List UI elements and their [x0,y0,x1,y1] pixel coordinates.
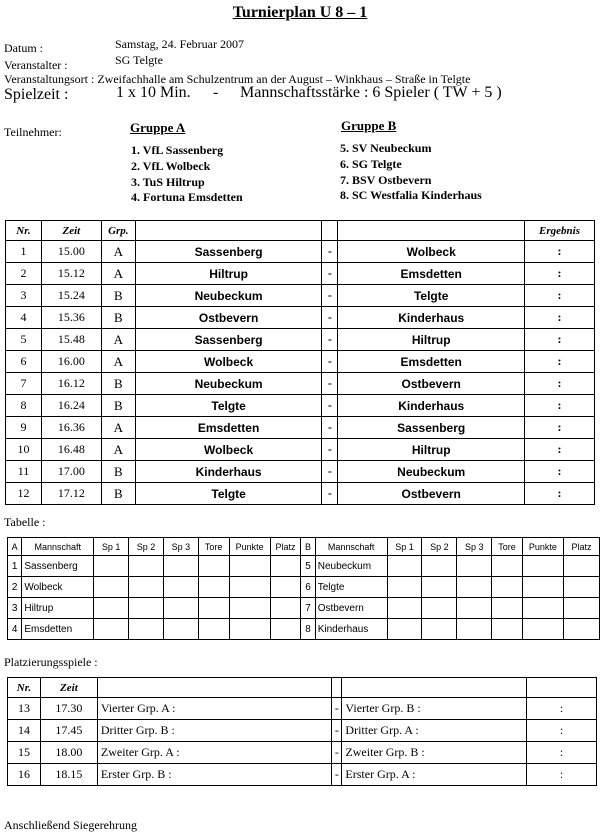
team-number: 4 [8,619,22,640]
match-separator: - [322,263,338,285]
mannschaftsstaerke: Mannschaftsstärke : 6 Spieler ( TW + 5 ) [240,84,502,101]
match-result: : [525,329,595,351]
home-team: Sassenberg [135,329,322,351]
standings-cell [229,556,270,577]
match-time: 16.00 [41,351,101,373]
gruppe-a-team: 4. Fortuna Emsdetten [131,190,243,204]
placement-row [8,742,597,764]
team-name: Wolbeck [22,577,94,598]
match-group: A [101,439,135,461]
placement-time: 17.45 [40,720,97,742]
match-separator: - [322,307,338,329]
nr-header: Nr. [6,221,42,241]
standings-cell [422,577,457,598]
match-row [6,461,595,483]
veranstalter-label: Veranstalter : [4,58,68,72]
standings-header-a: A [8,538,22,556]
standings-header-b: Sp 3 [457,538,492,556]
match-nr: 5 [6,329,42,351]
team-number: 2 [8,577,22,598]
match-result: : [525,373,595,395]
placement-row [8,698,597,720]
team-number: 1 [8,556,22,577]
match-separator: - [322,439,338,461]
standings-cell [522,598,563,619]
match-row [6,351,595,373]
placement-result: : [527,698,597,720]
ergebnis-header: Ergebnis [525,221,595,241]
away-header [338,221,525,241]
match-time: 15.24 [41,285,101,307]
match-row [6,285,595,307]
away-team: Neubeckum [338,461,525,483]
footer-note: Anschließend Siegerehrung [4,818,137,832]
veranstalter-value: SG Telgte [115,53,163,67]
gruppe-a-team: 1. VfL Sassenberg [131,143,224,157]
match-time: 16.48 [41,439,101,461]
match-group: A [101,241,135,263]
match-result: : [525,351,595,373]
datum-label: Datum : [4,41,43,55]
team-name: Hiltrup [22,598,94,619]
standings-cell [270,598,301,619]
standings-header-b: B [301,538,315,556]
standings-cell [198,556,229,577]
placement-separator: - [332,698,342,720]
standings-header-a: Mannschaft [22,538,94,556]
match-separator: - [322,417,338,439]
standings-cell [163,556,198,577]
standings-cell [457,577,492,598]
datum-value: Samstag, 24. Februar 2007 [115,37,244,51]
grp-header: Grp. [101,221,135,241]
match-nr: 11 [6,461,42,483]
standings-cell [163,619,198,640]
team-name: Kinderhaus [315,619,387,640]
match-time: 17.12 [41,483,101,505]
match-result: : [525,395,595,417]
home-team: Neubeckum [135,285,322,307]
team-number: 7 [301,598,315,619]
match-time: 16.36 [41,417,101,439]
spielzeit-value: 1 x 10 Min. [116,84,191,101]
match-group: B [101,307,135,329]
match-separator: - [322,483,338,505]
match-nr: 7 [6,373,42,395]
standings-header-a: Sp 1 [94,538,129,556]
standings-cell [198,577,229,598]
match-nr: 9 [6,417,42,439]
standings-cell [522,577,563,598]
team-number: 6 [301,577,315,598]
match-result: : [525,417,595,439]
placement-separator: - [332,764,342,786]
match-time: 15.36 [41,307,101,329]
home-header [135,221,322,241]
standings-cell [270,556,301,577]
match-time: 17.00 [41,461,101,483]
match-group: A [101,351,135,373]
match-group: A [101,263,135,285]
team-number: 8 [301,619,315,640]
placement-nr: 15 [8,742,41,764]
match-time: 15.00 [41,241,101,263]
gruppe-b-team: 7. BSV Ostbevern [340,173,432,187]
placement-nr: 16 [8,764,41,786]
placement-nr: 14 [8,720,41,742]
standings-cell [457,619,492,640]
placement-row [8,764,597,786]
standings-cell [270,619,301,640]
standings-cell [387,577,422,598]
standings-cell [492,556,523,577]
ort-value: Zweifachhalle am Schulzentrum an der August – Winkhaus – Straße in Telgte [97,72,471,86]
placement-home: Erster Grp. B : [97,764,332,786]
placement-result: : [527,764,597,786]
match-row [6,307,595,329]
standings-cell [129,556,164,577]
placement-away: Zweiter Grp. B : [342,742,527,764]
match-schedule-table [5,220,595,505]
standings-cell [492,577,523,598]
placement-result: : [527,742,597,764]
standings-cell [563,577,599,598]
away-team: Emsdetten [338,263,525,285]
team-number: 5 [301,556,315,577]
standings-cell [94,598,129,619]
team-name: Telgte [315,577,387,598]
match-nr: 3 [6,285,42,307]
away-team: Kinderhaus [338,307,525,329]
standings-cell [94,556,129,577]
placement-home: Vierter Grp. A : [97,698,332,720]
home-team: Sassenberg [135,241,322,263]
placement-away: Dritter Grp. A : [342,720,527,742]
standings-cell [163,577,198,598]
match-separator: - [322,351,338,373]
standings-cell [163,598,198,619]
standings-cell [492,619,523,640]
gruppe-b-team: 6. SG Telgte [340,157,402,171]
standings-header-b: Mannschaft [315,538,387,556]
away-team: Telgte [338,285,525,307]
gruppe-a-team: 2. VfL Wolbeck [131,159,211,173]
match-nr: 10 [6,439,42,461]
match-separator: - [322,461,338,483]
spielzeit-label: Spielzeit : [4,86,69,103]
away-team: Sassenberg [338,417,525,439]
home-header [97,678,332,698]
standings-cell [387,598,422,619]
standings-row [8,619,600,640]
match-group: B [101,373,135,395]
standings-header-a: Tore [198,538,229,556]
placement-time: 17.30 [40,698,97,720]
match-row [6,373,595,395]
away-team: Hiltrup [338,439,525,461]
standings-header-b: Platz [563,538,599,556]
away-team: Wolbeck [338,241,525,263]
away-team: Emsdetten [338,351,525,373]
standings-cell [522,556,563,577]
match-separator: - [322,241,338,263]
sep-header [332,678,342,698]
placement-home: Dritter Grp. B : [97,720,332,742]
match-nr: 6 [6,351,42,373]
home-team: Telgte [135,483,322,505]
match-nr: 4 [6,307,42,329]
match-separator: - [322,395,338,417]
placement-row [8,720,597,742]
standings-header-b: Sp 2 [422,538,457,556]
away-header [342,678,527,698]
match-row [6,329,595,351]
standings-cell [522,619,563,640]
match-time: 15.12 [41,263,101,285]
match-group: B [101,395,135,417]
tabelle-label: Tabelle : [4,515,46,529]
sep-header [322,221,338,241]
match-result: : [525,263,595,285]
standings-header-b: Tore [492,538,523,556]
match-row [6,395,595,417]
page-title: Turnierplan U 8 – 1 [232,4,368,21]
standings-cell [563,619,599,640]
standings-header-a: Punkte [229,538,270,556]
standings-cell [422,598,457,619]
gruppe-b-team: 8. SC Westfalia Kinderhaus [340,188,482,202]
standings-header-a: Platz [270,538,301,556]
standings-cell [229,598,270,619]
teilnehmer-label: Teilnehmer: [4,125,62,139]
standings-cell [563,556,599,577]
match-result: : [525,439,595,461]
home-team: Neubeckum [135,373,322,395]
standings-cell [198,598,229,619]
standings-row [8,577,600,598]
match-result: : [525,307,595,329]
spielzeit-dash: - [213,84,219,101]
placement-header-row [8,678,597,698]
match-header-row [6,221,595,241]
standings-header-a: Sp 2 [129,538,164,556]
gruppe-a-title: Gruppe A [130,120,186,135]
match-row [6,263,595,285]
match-result: : [525,461,595,483]
standings-cell [457,556,492,577]
match-result: : [525,285,595,307]
match-time: 15.48 [41,329,101,351]
standings-cell [229,619,270,640]
match-row [6,439,595,461]
home-team: Emsdetten [135,417,322,439]
nr-header: Nr. [8,678,41,698]
match-row [6,241,595,263]
match-separator: - [322,285,338,307]
standings-cell [129,598,164,619]
placement-result: : [527,720,597,742]
match-separator: - [322,373,338,395]
zeit-header: Zeit [40,678,97,698]
match-result: : [525,241,595,263]
platzierung-label: Platzierungsspiele : [4,655,98,669]
placement-table [7,677,597,786]
away-team: Hiltrup [338,329,525,351]
match-nr: 8 [6,395,42,417]
match-group: A [101,417,135,439]
standings-cell [563,598,599,619]
standings-cell [387,619,422,640]
standings-cell [129,619,164,640]
standings-cell [94,577,129,598]
placement-separator: - [332,742,342,764]
match-result: : [525,483,595,505]
gruppe-b-title: Gruppe B [341,118,397,133]
team-name: Sassenberg [22,556,94,577]
zeit-header: Zeit [41,221,101,241]
placement-away: Vierter Grp. B : [342,698,527,720]
placement-away: Erster Grp. A : [342,764,527,786]
standings-cell [422,619,457,640]
placement-time: 18.00 [40,742,97,764]
standings-row [8,556,600,577]
match-group: B [101,461,135,483]
standings-cell [229,577,270,598]
away-team: Ostbevern [338,373,525,395]
result-header [527,678,597,698]
team-name: Ostbevern [315,598,387,619]
standings-header-b: Sp 1 [387,538,422,556]
gruppe-b-team: 5. SV Neubeckum [340,141,432,155]
gruppe-a-team: 3. TuS Hiltrup [131,175,205,189]
home-team: Wolbeck [135,351,322,373]
match-group: A [101,329,135,351]
match-time: 16.12 [41,373,101,395]
standings-cell [387,556,422,577]
away-team: Kinderhaus [338,395,525,417]
match-nr: 12 [6,483,42,505]
match-nr: 2 [6,263,42,285]
placement-home: Zweiter Grp. A : [97,742,332,764]
match-row [6,483,595,505]
match-group: B [101,483,135,505]
standings-cell [198,619,229,640]
match-separator: - [322,329,338,351]
home-team: Wolbeck [135,439,322,461]
standings-row [8,598,600,619]
home-team: Ostbevern [135,307,322,329]
standings-cell [492,598,523,619]
standings-cell [422,556,457,577]
home-team: Telgte [135,395,322,417]
standings-header-b: Punkte [522,538,563,556]
match-group: B [101,285,135,307]
match-time: 16.24 [41,395,101,417]
standings-cell [129,577,164,598]
home-team: Hiltrup [135,263,322,285]
match-row [6,417,595,439]
standings-cell [94,619,129,640]
standings-header-a: Sp 3 [163,538,198,556]
standings-cell [457,598,492,619]
placement-nr: 13 [8,698,41,720]
away-team: Ostbevern [338,483,525,505]
placement-time: 18.15 [40,764,97,786]
home-team: Kinderhaus [135,461,322,483]
ort-label: Veranstaltungsort : [4,72,95,86]
standings-table [7,537,600,640]
team-name: Emsdetten [22,619,94,640]
match-nr: 1 [6,241,42,263]
team-number: 3 [8,598,22,619]
standings-cell [270,577,301,598]
placement-separator: - [332,720,342,742]
standings-header-row [8,538,600,556]
team-name: Neubeckum [315,556,387,577]
